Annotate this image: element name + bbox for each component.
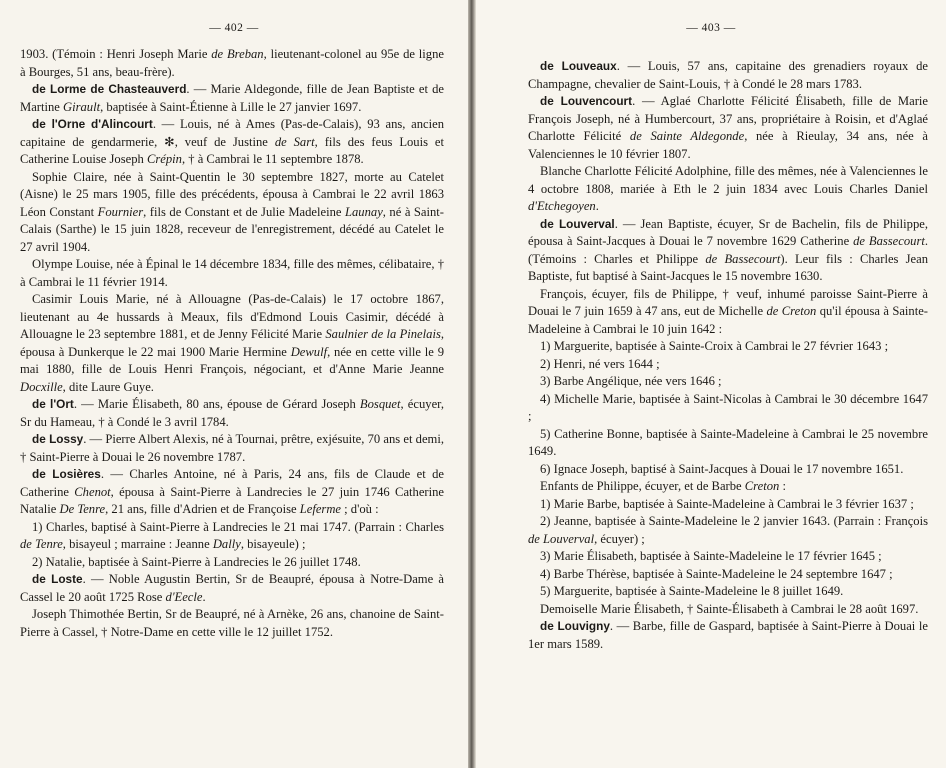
italic-name: Dewulf: [290, 344, 328, 359]
text-run: Demoiselle Marie Élisabeth, † Sainte-Élisabeth à Cambrai le 28 août 1697.: [540, 601, 919, 616]
entry-heading: de Lossy: [32, 432, 84, 446]
italic-name: de Tenre: [20, 537, 63, 551]
text-run: Casimir Louis Marie, né à Allouagne (Pas-de-Calais) le 17 octobre 1867, lieutenant au 4e hussards à Meaux, fils d'Edmond Louis Casimir, décédé à Allouagne le 23 septembre 1881, et de Jenny Félicité Marie: [20, 292, 444, 341]
text-run: , dite Laure Guye.: [62, 379, 154, 394]
text-run: , épousa à Saint-Pierre à Landrecies le 27 juin 1746 Catherine Natalie: [20, 484, 444, 516]
text-run: 5) Catherine Bonne, baptisée à Sainte-Madeleine à Cambrai le 25 novembre 1649.: [528, 426, 928, 458]
text-run: . — Aglaé Charlotte Félicité Élisabeth, fille de Marie François Joseph, né à Humbercourt, 37 ans, propriétaire à Roisin, et d'Aglaé Charlotte Félicité: [528, 94, 929, 143]
paragraph: [20, 571, 444, 606]
paragraph: [528, 461, 928, 479]
text-run: Olympe Louise, née à Épinal le 14 décembre 1834, fille des mêmes, célibataire, † à Cambrai le 11 février 1914.: [20, 257, 444, 289]
paragraph: [528, 373, 928, 391]
text-run: :: [779, 479, 786, 493]
paragraph: [528, 513, 928, 548]
entry-heading: de Lorme de Chasteauverd: [32, 82, 187, 96]
paragraph: [528, 478, 928, 496]
paragraph: [528, 216, 928, 286]
text-run: ; d'où :: [341, 502, 379, 516]
text-run: .: [595, 199, 599, 213]
text-run: Joseph Thimothée Bertin, Sr de Beaupré, né à Arnèke, 26 ans, chanoine de Saint-Pierre à Cassel, † Notre-Dame en cette ville le 12 juillet 1752.: [20, 607, 444, 639]
text-run: , bisayeul ; marraine : Jeanne: [62, 537, 213, 551]
italic-name: d'Etchegoyen: [528, 199, 596, 213]
paragraph: [528, 338, 928, 356]
paragraph: [20, 519, 444, 554]
text-run: 2) Jeanne, baptisée à Sainte-Madeleine le 2 janvier 1643. (Parrain : François: [540, 514, 928, 528]
paragraph: [528, 356, 928, 374]
paragraph: [20, 46, 444, 81]
italic-name: de Bassecourt: [853, 234, 925, 248]
text-run: , bisayeule) ;: [240, 537, 306, 551]
paragraph: [528, 548, 928, 566]
right-page: [476, 0, 946, 768]
text-run: 2) Henri, né vers 1644 ;: [540, 356, 660, 371]
italic-name: Crépin: [146, 152, 182, 166]
text-run: , lieutenant-colonel au 95e de ligne à Bourges, 51 ans, beau-frère).: [20, 47, 444, 79]
paragraph: [20, 431, 444, 466]
paragraph: [528, 426, 928, 461]
page-number: — 402 —: [209, 22, 259, 34]
text-run: ). Leur fils : Charles Jean Baptiste, fut baptisé à Saint-Jacques le 15 novembre 1630.: [528, 251, 929, 283]
entry-heading: de Louveaux: [540, 59, 617, 73]
italic-name: de Bassecourt: [705, 251, 781, 266]
text-run: 3) Barbe Angélique, née vers 1646 ;: [540, 374, 722, 388]
paragraph: [20, 169, 444, 257]
italic-name: Bosquet: [359, 397, 401, 411]
text-run: , fils des feus Louis et Catherine Louise Joseph: [20, 134, 445, 166]
text-run: 4) Barbe Thérèse, baptisée à Sainte-Madeleine le 24 septembre 1647 ;: [540, 566, 893, 581]
paragraph: [20, 466, 444, 519]
text-run: 5) Marguerite, baptisée à Sainte-Madeleine le 8 juillet 1649.: [540, 584, 844, 598]
italic-name: Creton: [744, 479, 780, 493]
paragraph: [528, 618, 928, 653]
page-number: — 403 —: [686, 22, 736, 34]
text-run: . — Charles Antoine, né à Paris, 24 ans, fils de Claude et de Catherine: [20, 467, 444, 499]
entry-heading: de Loste: [32, 572, 83, 586]
entry-heading: de l'Ort: [32, 397, 74, 411]
text-run: , écuyer) ;: [594, 531, 645, 546]
paragraph: [528, 163, 928, 216]
text-run: . — Louis, 57 ans, capitaine des grenadiers royaux de Champagne, chevalier de Saint-Louis, † à Condé le 28 mars 1783.: [528, 59, 928, 91]
text-run: , baptisée à Saint-Étienne à Lille le 27 janvier 1697.: [100, 99, 362, 114]
italic-name: de Sainte Aldegonde: [629, 129, 745, 143]
text-run: , 21 ans, fille d'Adrien et de Françoise: [105, 502, 300, 516]
text-run: 4) Michelle Marie, baptisée à Saint-Nicolas à Cambrai le 30 décembre 1647 ;: [528, 391, 928, 423]
paragraph: [20, 256, 444, 291]
italic-name: Chenot: [74, 484, 111, 499]
text-run: , écuyer, Sr du Hameau, † à Condé le 3 avril 1784.: [20, 397, 445, 429]
italic-name: Saulnier de la Pinelais: [325, 327, 441, 341]
italic-name: Launay: [345, 204, 383, 219]
paragraph: [528, 391, 928, 426]
italic-name: Fournier: [97, 204, 144, 219]
italic-name: de Breban: [211, 47, 264, 61]
text-run: . — Jean Baptiste, écuyer, Sr de Bachelin, fils de Philippe, épousa à Saint-Jacques à Douai le 7 novembre 1629 Catherine: [528, 216, 928, 248]
text-run: , fils de Constant et de Julie Madeleine: [143, 204, 345, 219]
page-text: [20, 46, 444, 641]
text-run: 1903. (Témoin : Henri Joseph Marie: [20, 47, 212, 61]
paragraph: [528, 93, 928, 163]
paragraph: [20, 81, 444, 116]
text-run: 2) Natalie, baptisée à Saint-Pierre à Landrecies le 26 juillet 1748.: [32, 554, 361, 569]
italic-name: d'Eecle: [165, 589, 203, 604]
book-gutter: [468, 0, 476, 768]
text-run: , né à Saint-Calais (Sarthe) le 15 juin 1828, receveur de l'enregistrement, décédé au Catelet le 27 avril 1904.: [20, 204, 444, 254]
text-run: , † à Cambrai le 11 septembre 1878.: [181, 152, 364, 166]
entry-heading: de Louvencourt: [540, 94, 633, 108]
text-run: Blanche Charlotte Félicité Adolphine, fille des mêmes, née à Valenciennes le 4 octobre 1808, mariée à Eth le 2 juin 1834 avec Louis Charles Daniel: [528, 164, 928, 196]
text-run: Sophie Claire, née à Saint-Quentin le 30 septembre 1827, morte au Catelet (Aisne) le 25 mars 1905, fille des précédents, épousa à Cambrai le 22 avril 1863 Léon Constant: [20, 169, 444, 219]
paragraph: [20, 396, 444, 431]
text-run: . — Marie Aldegonde, fille de Jean Baptiste et de Martine: [20, 82, 444, 114]
paragraph: [528, 286, 928, 339]
text-run: , née en cette ville le 9 mai 1880, fille de Louis Henri François, négociant, et d'Anne Marie Jeanne: [20, 344, 444, 376]
italic-name: De Tenre: [59, 502, 106, 516]
text-run: , épousa à Dunkerque le 22 mai 1900 Marie Hermine: [20, 327, 445, 359]
paragraph: [528, 601, 928, 619]
text-run: qu'il épousa à Sainte-Madeleine à Cambrai le 10 juin 1642 :: [528, 304, 929, 336]
entry-heading: de Losières: [32, 467, 101, 481]
text-run: . — Noble Augustin Bertin, Sr de Beaupré, épousa à Notre-Dame à Cassel le 20 août 1725 Rose: [20, 572, 444, 604]
italic-name: Leferme: [299, 502, 342, 516]
text-run: . — Barbe, fille de Gaspard, baptisée à Saint-Pierre à Douai le 1er mars 1589.: [528, 619, 928, 651]
italic-name: de Louverval: [528, 531, 595, 546]
italic-name: Dally: [212, 537, 241, 551]
left-page: [0, 0, 468, 768]
paragraph: [528, 58, 928, 93]
text-run: 1) Marguerite, baptisée à Sainte-Croix à Cambrai le 27 février 1643 ;: [540, 339, 889, 353]
paragraph: [20, 554, 444, 572]
italic-name: Docxille: [20, 379, 63, 394]
italic-name: de Creton: [766, 304, 817, 318]
text-run: . — Louis, né à Ames (Pas-de-Calais), 93 ans, ancien capitaine de gendarmerie, ✻, veuf de Justine: [20, 117, 444, 149]
text-run: 1) Marie Barbe, baptisée à Sainte-Madeleine à Cambrai le 3 février 1637 ;: [540, 496, 914, 511]
text-run: 3) Marie Élisabeth, baptisée à Sainte-Madeleine le 17 février 1645 ;: [540, 549, 882, 563]
paragraph: [20, 606, 444, 641]
text-run: .: [202, 589, 206, 604]
italic-name: Girault: [63, 99, 101, 114]
page-text: [528, 58, 928, 653]
text-run: François, écuyer, fils de Philippe, † veuf, inhumé paroisse Saint-Pierre à Douai le 7 juin 1659 à 47 ans, eut de Michelle: [528, 286, 928, 318]
italic-name: de Sart: [274, 134, 315, 149]
text-run: . — Marie Élisabeth, 80 ans, épouse de Gérard Joseph: [73, 397, 360, 411]
paragraph: [528, 566, 928, 584]
paragraph: [20, 116, 444, 169]
paragraph: [528, 496, 928, 514]
entry-heading: de Louverval: [540, 216, 615, 231]
text-run: , née à Rieulay, 34 ans, née à Valenciennes le 10 février 1807.: [528, 129, 928, 161]
text-run: 1) Charles, baptisé à Saint-Pierre à Landrecies le 21 mai 1747. (Parrain : Charles: [32, 519, 444, 534]
text-run: 6) Ignace Joseph, baptisé à Saint-Jacques à Douai le 17 novembre 1651.: [540, 461, 904, 476]
paragraph: [20, 291, 444, 396]
paragraph: [528, 583, 928, 601]
entry-heading: de Louvigny: [540, 619, 610, 633]
text-run: . — Pierre Albert Alexis, né à Tournai, prêtre, exjésuite, 70 ans et demi, † Saint-Pierre à Douai le 26 novembre 1787.: [20, 432, 444, 464]
entry-heading: de l'Orne d'Alincourt: [32, 117, 153, 131]
text-run: . (Témoins : Charles et Philippe: [528, 234, 929, 266]
text-run: Enfants de Philippe, écuyer, et de Barbe: [540, 479, 745, 493]
